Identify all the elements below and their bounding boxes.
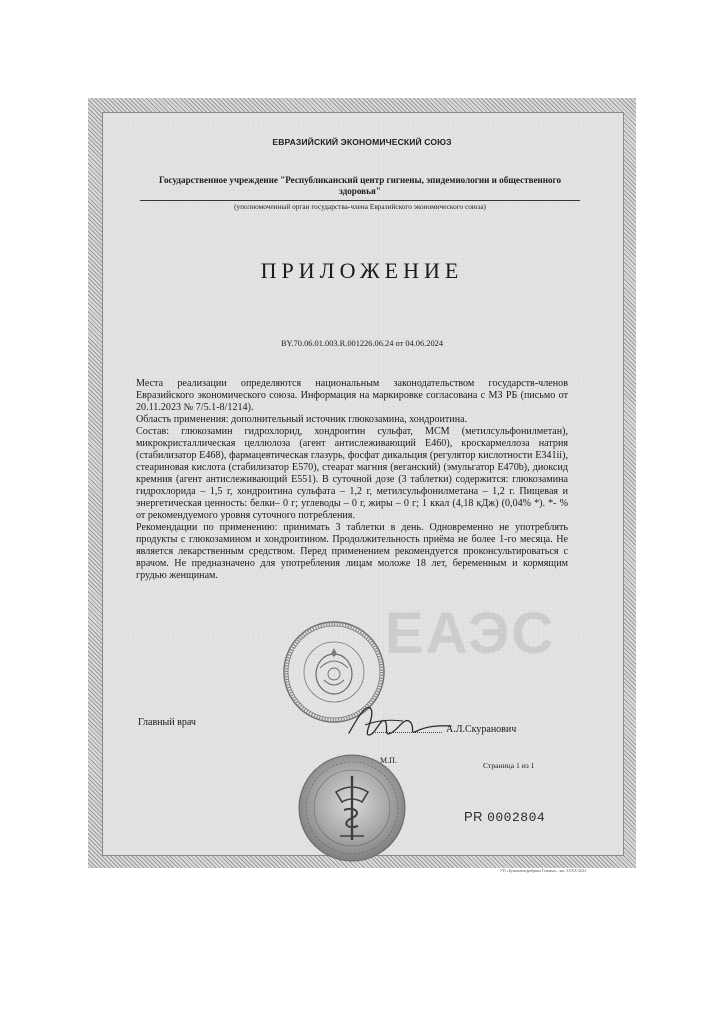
union-title: ЕВРАЗИЙСКИЙ ЭКОНОМИЧЕСКИЙ СОЮЗ — [272, 137, 452, 147]
paragraph-scope: Область применения: дополнительный источник глюкозамина, хондроитина. — [136, 414, 468, 425]
serial-prefix: PR — [464, 809, 484, 824]
registration-number: BY.70.06.01.003.R.001226.06.24 от 04.06.2024 — [280, 339, 444, 348]
signer-position: Главный врач — [138, 717, 196, 728]
authority-note: (уполномоченный орган государства-члена Евразийского экономического союза) — [234, 202, 486, 211]
printer-note: УП «Бумажная фабрика Гознака», зак. 3XXX-2023 — [500, 868, 587, 873]
serial-digits: 0002804 — [487, 810, 546, 825]
handwritten-signature — [345, 695, 455, 745]
page-counter: Страница 1 из 1 — [483, 761, 535, 770]
eaeu-watermark: ЕАЭС — [385, 601, 556, 666]
paragraph-sales: Места реализации определяются национальным законодательством государств-членов Евразийского экономического союза. Информация на маркировке согласована с МЗ РБ (письмо от 20.11.2023 № 7/5.1-8/1214). — [136, 378, 568, 413]
stamp-place-label: М.П. — [380, 756, 397, 765]
paragraph-recommendations: Рекомендации по применению: принимать 3 таблетки в день. Одновременно не употреблять продукты с глюкозамином и хондроитином. Продолжительность приёма не более 1-го месяца. Не является лекарственным средством. Перед применением рекомендуется проконсультироваться с врачом. Не предназначено для употребления лицам моложе 18 лет, беременным и кормящим грудью женщинам. — [136, 522, 568, 581]
paragraph-composition: Состав: глюкозамин гидрохлорид, хондроитин сульфат, МСМ (метилсульфонилметан), микрокристаллическая целлюлоза (агент антислеживающий Е460), кроскармеллоза натрия (стабилизатор Е468), фармацевтическая глазурь, фосфат дикальция (регулятор кислотности Е341ii), стеариновая кислота (стабилизатор Е570), стеарат магния (веганский) (эмульгатор Е470b), диоксид кремния (агент антислеживающий Е551). В суточной дозе (3 таблетки) содержится: глюкозамина гидрохлорида – 1,5 г, хондроитина сульфата – 1,2 г, метилсульфонилметана – 1,2 г. Пищевая и энергетическая ценность: белки– 0 г; углеводы – 0 г, жиры – 0 г; 1 ккал (4,18 кДж) (0,04% *). *- % от рекомендуемого уровня суточного потребления. — [136, 426, 568, 521]
body-text — [136, 378, 568, 582]
organization-name: Государственное учреждение "Республиканский центр гигиены, эпидемиологии и общественного здоровья" — [159, 175, 561, 196]
signature-line — [372, 732, 442, 733]
serial-number — [464, 809, 545, 825]
divider-line — [140, 200, 580, 201]
hologram-sticker-icon — [296, 752, 408, 864]
page-title: ПРИЛОЖЕНИЕ — [260, 258, 464, 283]
signer-name: А.Л.Скуранович — [446, 724, 517, 735]
